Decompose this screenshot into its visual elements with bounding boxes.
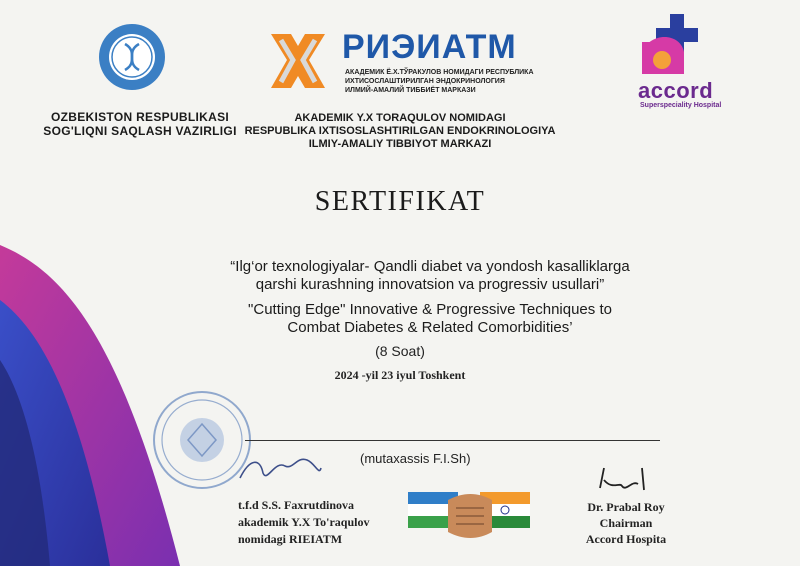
left-signatory-line-2: akademik Y.X To'raqulov (238, 515, 370, 529)
right-signatory-line-1: Dr. Prabal Roy (587, 500, 665, 514)
course-uz-line-1: “Ilg‘or texnologiyalar- Qandli diabet va yondosh kasalliklarga (230, 258, 630, 275)
ministry-line-2: SOG'LIQNI SAQLASH VAZIRLIGI (43, 124, 237, 138)
course-hours: (8 Soat) (375, 343, 425, 359)
rieiatm-latin-name (240, 112, 560, 151)
accord-subtitle: Superspeciality Hospital (640, 102, 722, 109)
right-signatory (566, 499, 686, 547)
accord-name: accord (638, 78, 714, 103)
rieiatm-cyr-line-3: ИЛМИЙ-АМАЛИЙ ТИББИЁТ МАРКАЗИ (345, 87, 476, 94)
course-en-line-1: "Cutting Edge" Innovative & Progressive Techniques to (248, 301, 612, 318)
left-signatory-line-3: nomidagi RIEIATM (238, 532, 343, 546)
rieiatm-cyr-line-2: ИХТИСОСЛАШТИРИЛГАН ЭНДОКРИНОЛОГИЯ (345, 78, 505, 85)
rieiatm-lat-line-1: AKADEMIK Y.X TORAQULOV NOMIDAGI (294, 112, 506, 124)
left-signatory (238, 497, 388, 548)
course-title-en (200, 301, 660, 337)
rieiatm-cyrillic-name (345, 68, 575, 95)
specialist-name-line (245, 440, 660, 441)
rieiatm-logo-icon (263, 26, 333, 96)
ministry-name (40, 110, 240, 138)
accord-logo-icon (640, 12, 715, 76)
right-signatory-line-2: Chairman (599, 516, 653, 530)
course-en-line-2: Combat Diabetes & Related Comorbidities’ (287, 319, 573, 336)
rieiatm-cyr-line-1: АКАДЕМИК Ё.Х.ТЎРАКУЛОВ НОМИДАГИ РЕСПУБЛИКА (345, 69, 534, 76)
rieiatm-lat-line-2: RESPUBLIKA IXTISOSLASHTIRILGAN ENDOKRINOLOGIYA (244, 125, 556, 137)
rieiatm-brand: РИЭИАТМ (342, 28, 517, 66)
rieiatm-lat-line-3: ILMIY-AMALIY TIBBIYOT MARKAZI (308, 138, 492, 150)
certificate-title: SERTIFIKAT (314, 186, 486, 217)
certificate-date: 2024 -yil 23 iyul Toshkent (334, 368, 466, 382)
right-signature-icon (592, 460, 662, 500)
ministry-emblem-icon (97, 22, 167, 92)
ministry-line-1: OZBEKISTON RESPUBLIKASI (50, 110, 230, 124)
left-signature-icon (235, 448, 325, 488)
handshake-flags-icon (408, 482, 530, 552)
course-title-uz (200, 258, 660, 294)
left-signatory-line-1: t.f.d S.S. Faxrutdinova (238, 498, 355, 512)
course-uz-line-2: qarshi kurashning innovatsion va progressiv usullari” (255, 276, 605, 293)
right-signatory-line-3: Accord Hospita (585, 532, 667, 546)
specialist-label: (mutaxassis F.I.Sh) (360, 451, 471, 466)
